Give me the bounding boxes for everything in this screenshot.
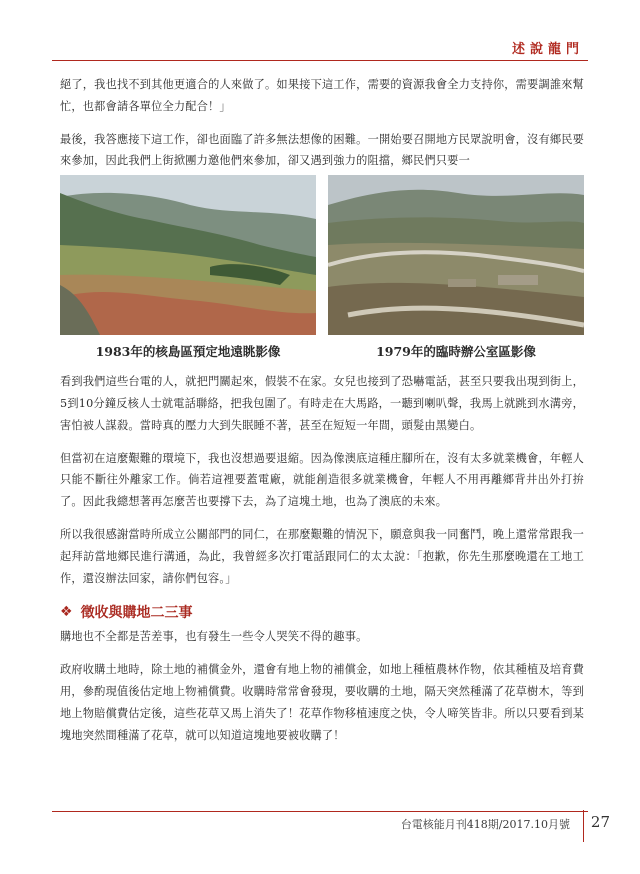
footer-divider: [52, 811, 588, 812]
paragraph-2: 最後，我答應接下這工作，卻也面臨了許多無法想像的困難。一開始要召開地方民眾說明會，沒有鄉民要來參加，因此我們上街掀團力邀他們來參加，卻又遇到強力的阻擋，鄉民們只要一: [60, 132, 584, 168]
paragraph-4: 但當初在這麼艱難的環境下，我也沒想過要退縮。因為像澳底這種庄腳所在，沒有太多就業機會，年輕人只能不斷往外離家工作。倘若這裡要蓋電廠，就能創造很多就業機會，年輕人不用再離鄉背井出外打拚了。因此我總想著再怎麼苦也要撐下去，為了這塊土地，也為了澳底的未來。: [60, 451, 584, 509]
diamond-icon: ❖: [60, 604, 73, 621]
photo-temp-office-1979: [328, 175, 584, 335]
paragraph-1: 絕了，我也找不到其他更適合的人來做了。如果接下這工作，需要的資源我會全力支持你，需要調誰來幫忙，也都會請各單位全力配合！」: [60, 78, 584, 113]
photo-captions: [60, 342, 584, 360]
paragraph-7: 政府收購土地時，除土地的補償金外，還會有地上物的補償金，如地上種植農林作物，依其種植及培育費用，參酌現值後估定地上物補償費。收購時常常會發現，要收購的土地，隔天突然種滿了花草樹木，等到地上物賠償費估定後，這些花草又馬上消失了！花草作物移植速度之快，令人啼笑皆非。所以只要看到某塊地突然間種滿了花草，就可以知道這塊地要被收購了！: [60, 663, 584, 742]
article-body: [60, 74, 584, 746]
photo-row: [60, 175, 584, 335]
footer-separator: [583, 810, 584, 842]
section-header-label: 述說龍門: [511, 42, 584, 57]
paragraph-3: 看到我們這些台電的人，就把門關起來，假裝不在家。女兒也接到了恐嚇電話，甚至只要我出現到街上，5到10分鐘反核人士就電話聯絡，把我包圍了。有時走在大馬路，一聽到喇叭聲，我馬上就跳到水溝旁，害怕被人謀殺。當時真的壓力大到失眠睡不著，甚至在短短一年間，頭髮由黑變白。: [60, 375, 584, 432]
photo-nuclear-island-1983: [60, 175, 316, 335]
left-photo-caption: 1983年的核島區預定地遠眺影像: [95, 344, 281, 360]
paragraph-6: 購地也不全都是苦差事，也有發生一些令人哭笑不得的趣事。: [60, 630, 368, 644]
section-title: 徵收與購地二三事: [80, 605, 193, 622]
header-divider: [52, 60, 588, 61]
right-photo-caption: 1979年的臨時辦公室區影像: [376, 344, 536, 360]
section-heading: [60, 602, 584, 622]
paragraph-5: 所以我很感謝當時所成立公關部門的同仁，在那麼艱難的情況下，願意與我一同奮鬥，晚上還常常跟我一起拜訪當地鄉民進行溝通，為此，我曾經多次打電話跟同仁的太太說：「抱歉，你先生那麼晚還在工地工作，還沒辦法回家，請你們包容。」: [60, 527, 584, 585]
page-number: 27: [590, 813, 610, 831]
journal-issue: 台電核能月刊418期/2017.10月號: [400, 818, 570, 831]
